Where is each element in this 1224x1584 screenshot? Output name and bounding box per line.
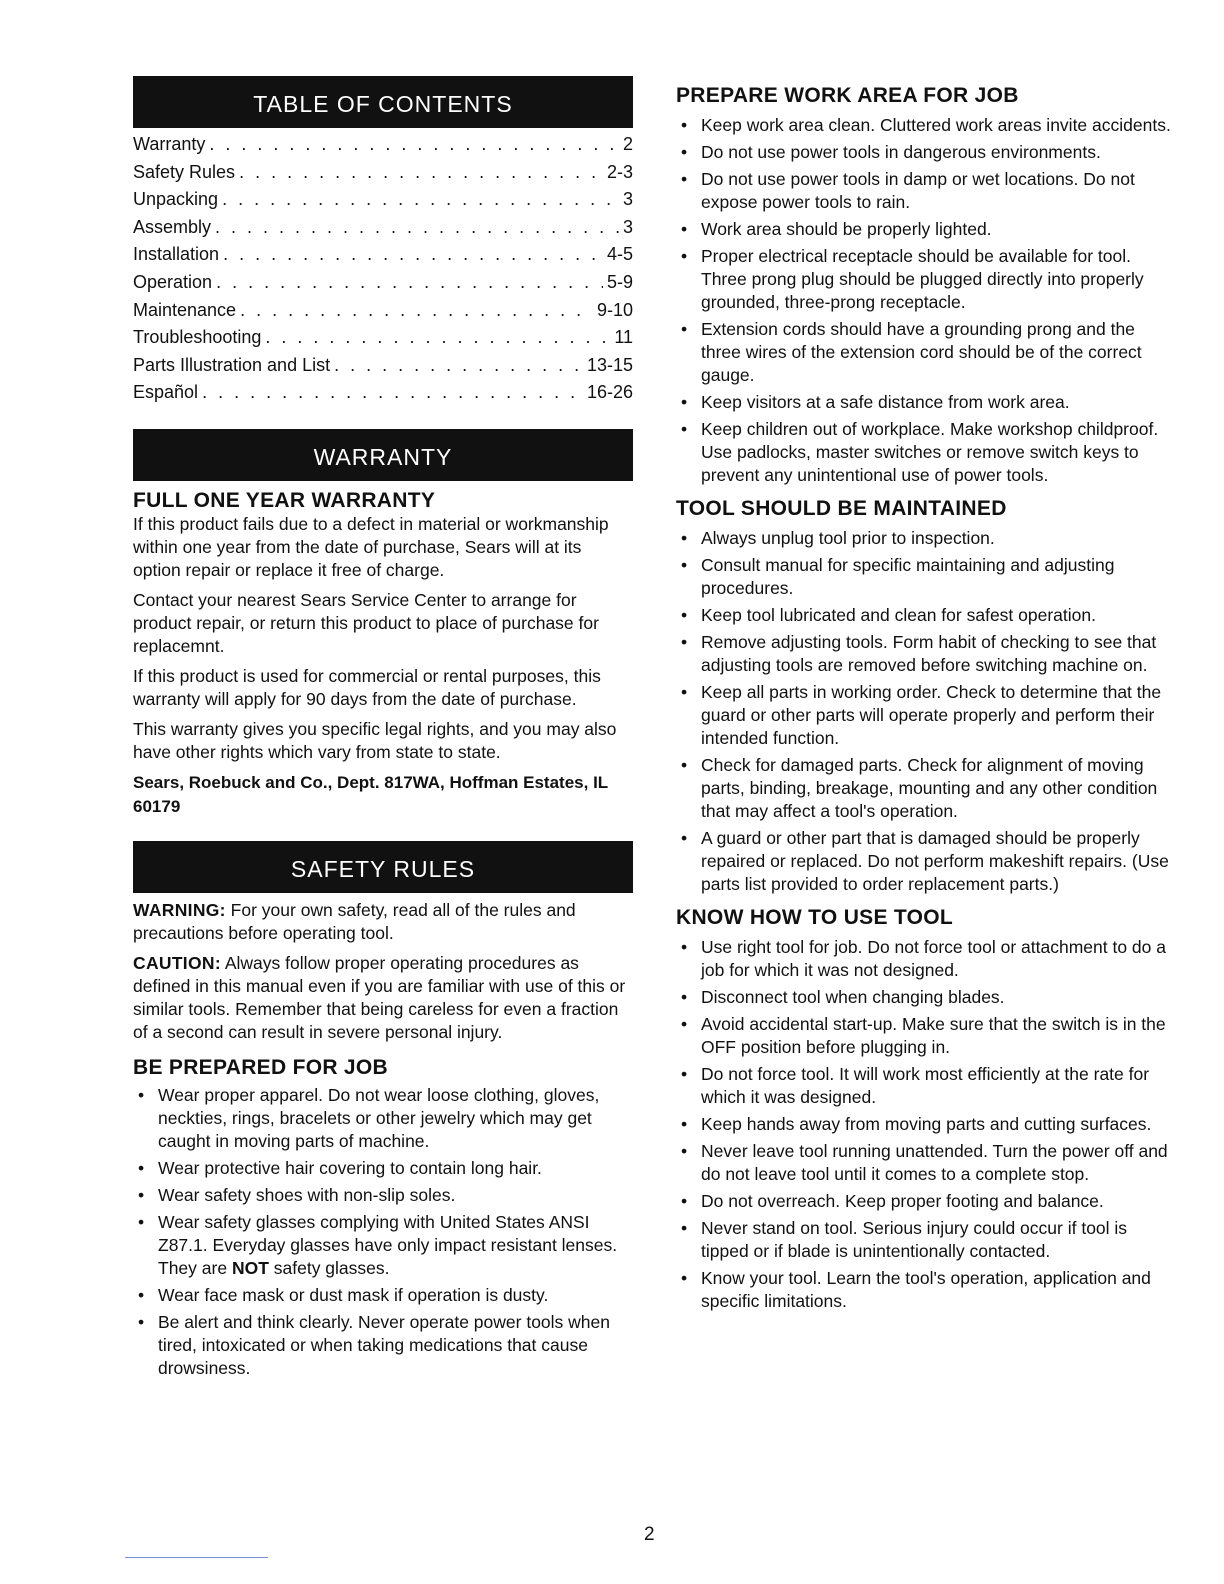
toc-page: 9-10 bbox=[596, 299, 633, 320]
list-item: • Proper electrical receptacle should be available for tool. Three prong plug should be plugged directly into properly grounded, three-prong receptacle. bbox=[676, 245, 1176, 314]
list-item: • Keep visitors at a safe distance from work area. bbox=[676, 391, 1176, 414]
list-item: • Know your tool. Learn the tool's operation, application and specific limitations. bbox=[676, 1267, 1176, 1313]
toc-entry bbox=[133, 189, 633, 217]
toc-banner: TABLE OF CONTENTS bbox=[133, 76, 633, 128]
toc-page: 16-26 bbox=[586, 382, 633, 403]
glasses-emphasis: NOT bbox=[231, 1257, 269, 1278]
warranty-heading: FULL ONE YEAR WARRANTY bbox=[133, 488, 436, 512]
list-item: • Keep children out of workplace. Make workshop childproof. Use padlocks, master switches or remove switch keys to prevent any unintentional use of power tools. bbox=[676, 418, 1176, 487]
list-item: • Check for damaged parts. Check for alignment of moving parts, binding, breakage, mounting and any other condition that may affect a tool's operation. bbox=[676, 754, 1176, 823]
glasses-text: Wear safety glasses complying with United States ANSI Z87.1. Everyday glasses have only impact resistant lenses. They are bbox=[158, 1211, 618, 1278]
toc-leader bbox=[216, 272, 603, 293]
list-item: • Work area should be properly lighted. bbox=[676, 218, 1176, 241]
caution-label: CAUTION: bbox=[133, 952, 221, 973]
toc-page: 4-5 bbox=[606, 244, 633, 265]
toc-leader bbox=[202, 382, 583, 403]
use-tool-heading: KNOW HOW TO USE TOOL bbox=[676, 906, 954, 929]
toc-entry bbox=[133, 300, 633, 328]
toc-label: Operation bbox=[133, 271, 213, 292]
toc-label: Parts Illustration and List bbox=[133, 354, 331, 375]
list-item: • Remove adjusting tools. Form habit of checking to see that adjusting tools are removed before switching machine on. bbox=[676, 631, 1176, 677]
toc-entry bbox=[133, 272, 633, 300]
warranty-paragraph: This warranty gives you specific legal rights, and you may also have other rights which vary from state to state. bbox=[133, 718, 617, 762]
toc-page: 11 bbox=[614, 327, 633, 348]
toc-label: Safety Rules bbox=[133, 161, 236, 182]
list-item: • Use right tool for job. Do not force tool or attachment to do a job for which it was not designed. bbox=[676, 936, 1176, 982]
be-prepared-heading: BE PREPARED FOR JOB bbox=[133, 1055, 389, 1079]
list-item bbox=[133, 1211, 633, 1280]
glasses-text-end: safety glasses. bbox=[268, 1257, 390, 1278]
toc-leader bbox=[223, 244, 603, 265]
warning-label: WARNING: bbox=[133, 899, 226, 920]
toc-label: Maintenance bbox=[133, 299, 237, 320]
maintained-heading: TOOL SHOULD BE MAINTAINED bbox=[676, 497, 1007, 520]
toc-leader bbox=[265, 327, 610, 348]
list-item: • Extension cords should have a grounding prong and the three wires of the extension cord should be of the correct gauge. bbox=[676, 318, 1176, 387]
toc-label: Unpacking bbox=[133, 189, 219, 210]
list-item: • Keep hands away from moving parts and cutting surfaces. bbox=[676, 1113, 1176, 1136]
warning-text: For your own safety, read all of the rules and precautions before operating tool. bbox=[133, 899, 576, 943]
list-item: • Do not force tool. It will work most efficiently at the rate for which it was designed. bbox=[676, 1063, 1176, 1109]
toc-entry bbox=[133, 327, 633, 355]
toc-leader bbox=[209, 134, 619, 155]
list-item: • Never stand on tool. Serious injury could occur if tool is tipped or if blade is unintentionally contacted. bbox=[676, 1217, 1176, 1263]
list-item: • Keep work area clean. Cluttered work areas invite accidents. bbox=[676, 114, 1176, 137]
warranty-paragraph: Contact your nearest Sears Service Center to arrange for product repair, or return this product to place of purchase for replacemnt. bbox=[133, 589, 599, 656]
warranty-paragraph: If this product fails due to a defect in material or workmanship within one year from the date of purchase, Sears will at its option repair or replace it free of charge. bbox=[133, 513, 609, 580]
warranty-banner: WARRANTY bbox=[133, 429, 633, 481]
table-of-contents bbox=[133, 134, 633, 410]
be-prepared-list bbox=[133, 1084, 633, 1380]
list-item: • Avoid accidental start-up. Make sure that the switch is in the OFF position before plugging in. bbox=[676, 1013, 1176, 1059]
toc-label: Troubleshooting bbox=[133, 327, 262, 348]
list-item: • Do not use power tools in dangerous environments. bbox=[676, 141, 1176, 164]
list-item: • Always unplug tool prior to inspection. bbox=[676, 527, 1176, 550]
left-column bbox=[133, 76, 633, 1384]
toc-leader bbox=[240, 300, 593, 321]
toc-label: Installation bbox=[133, 244, 220, 265]
work-area-list bbox=[676, 114, 1176, 487]
toc-entry bbox=[133, 162, 633, 190]
toc-page: 13-15 bbox=[586, 354, 633, 375]
list-item: • Keep tool lubricated and clean for safest operation. bbox=[676, 604, 1176, 627]
toc-label: Warranty bbox=[133, 134, 206, 154]
toc-entry bbox=[133, 217, 633, 245]
list-item: • Wear face mask or dust mask if operation is dusty. bbox=[133, 1284, 633, 1307]
list-item: • Never leave tool running unattended. Turn the power off and do not leave tool until it comes to a complete stop. bbox=[676, 1140, 1176, 1186]
list-item: • Do not use power tools in damp or wet locations. Do not expose power tools to rain. bbox=[676, 168, 1176, 214]
caution-text: Always follow proper operating procedures as defined in this manual even if you are familiar with use of this or similar tools. Remember that being careless for even a fraction of a second can result in severe personal injury. bbox=[133, 952, 626, 1042]
list-item: • Keep all parts in working order. Check to determine that the guard or other parts will operate properly and perform their intended function. bbox=[676, 681, 1176, 750]
list-item: • Wear safety shoes with non-slip soles. bbox=[133, 1184, 633, 1207]
list-item: • Wear proper apparel. Do not wear loose clothing, gloves, neckties, rings, bracelets or other jewelry which may get caught in moving parts of machine. bbox=[133, 1084, 633, 1153]
toc-page: 3 bbox=[622, 189, 633, 210]
warranty-address: Sears, Roebuck and Co., Dept. 817WA, Hoffman Estates, IL 60179 bbox=[133, 772, 608, 816]
toc-label: Español bbox=[133, 382, 199, 403]
toc-leader bbox=[215, 217, 619, 238]
list-item: • Do not overreach. Keep proper footing and balance. bbox=[676, 1190, 1176, 1213]
list-item: • Be alert and think clearly. Never operate power tools when tired, intoxicated or when taking medications that cause drowsiness. bbox=[133, 1311, 633, 1380]
safety-banner: SAFETY RULES bbox=[133, 841, 633, 893]
warning-paragraph bbox=[133, 899, 633, 945]
toc-page: 2 bbox=[622, 134, 633, 154]
toc-page: 2-3 bbox=[606, 161, 633, 182]
list-item: • Wear protective hair covering to contain long hair. bbox=[133, 1157, 633, 1180]
toc-entry bbox=[133, 382, 633, 410]
list-item: • A guard or other part that is damaged should be properly repaired or replaced. Do not perform makeshift repairs. (Use parts list provided to order replacement parts.) bbox=[676, 827, 1176, 896]
caution-paragraph bbox=[133, 952, 633, 1044]
toc-page: 5-9 bbox=[606, 271, 633, 292]
list-item: • Disconnect tool when changing blades. bbox=[676, 986, 1176, 1009]
toc-entry bbox=[133, 134, 633, 162]
work-area-heading: PREPARE WORK AREA FOR JOB bbox=[676, 84, 1019, 107]
toc-entry bbox=[133, 244, 633, 272]
toc-entry bbox=[133, 355, 633, 383]
use-tool-list bbox=[676, 936, 1176, 1313]
toc-page: 3 bbox=[622, 216, 633, 237]
warranty-paragraph: If this product is used for commercial or rental purposes, this warranty will apply for 90 days from the date of purchase. bbox=[133, 665, 601, 709]
right-column bbox=[676, 84, 1176, 1317]
toc-leader bbox=[334, 355, 583, 376]
toc-label: Assembly bbox=[133, 216, 212, 237]
page-number: 2 bbox=[644, 1524, 655, 1545]
footer-rule bbox=[125, 1557, 268, 1558]
toc-leader bbox=[222, 189, 619, 210]
toc-leader bbox=[239, 162, 603, 183]
list-item: • Consult manual for specific maintaining and adjusting procedures. bbox=[676, 554, 1176, 600]
maintained-list bbox=[676, 527, 1176, 896]
